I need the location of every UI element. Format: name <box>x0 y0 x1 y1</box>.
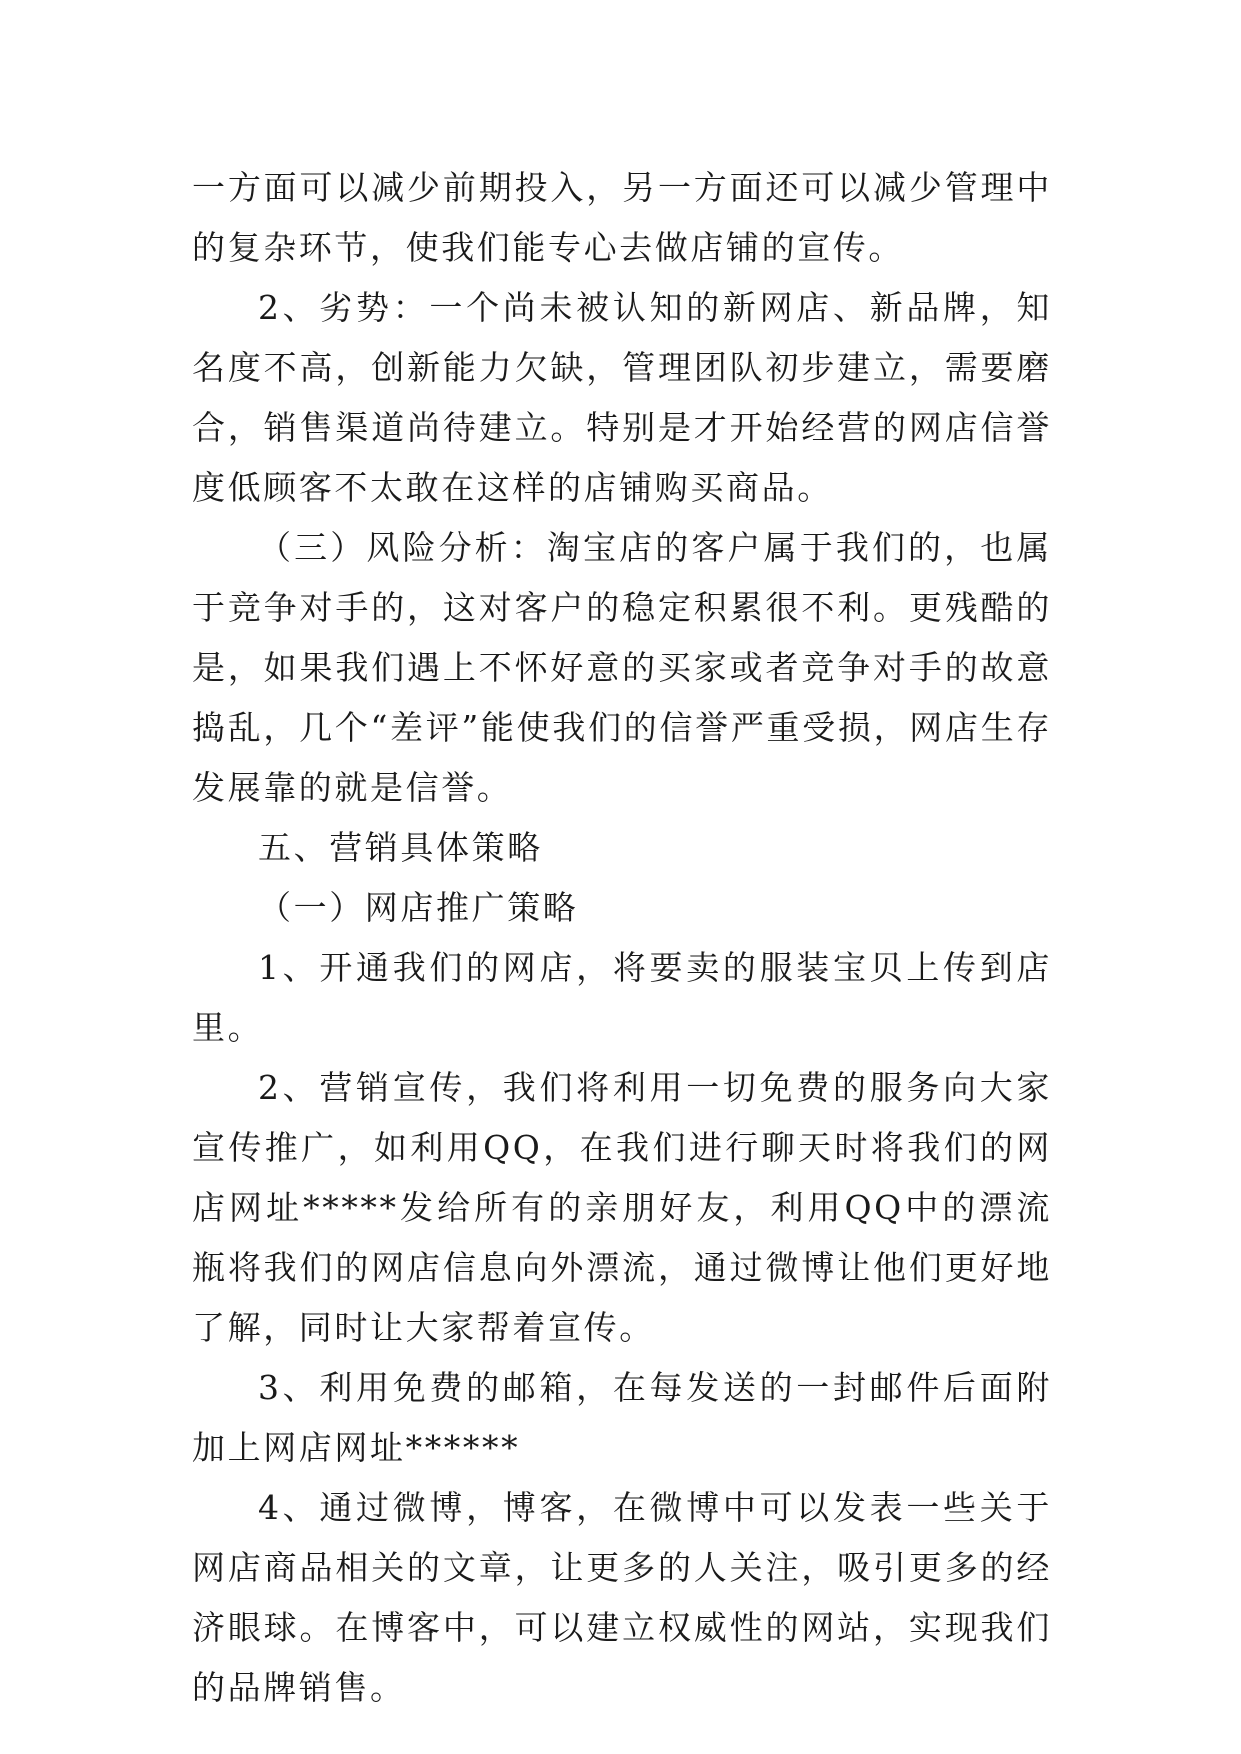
subsection-heading-promotion-strategy: （一）网店推广策略 <box>258 888 579 927</box>
section-heading-marketing-strategy: 五、营销具体策略 <box>258 828 543 867</box>
paragraph-continuation: 一方面可以减少前期投入，另一方面还可以减少管理中的复杂环节，使我们能专心去做店铺的宣传。 <box>192 168 1052 267</box>
paragraph-item-4: 4、通过微博，博客，在微博中可以发表一些关于网店商品相关的文章，让更多的人关注，吸引更多的经济眼球。在博客中，可以建立权威性的网站，实现我们的品牌销售。 <box>192 1488 1052 1707</box>
paragraph-item-2: 2、营销宣传，我们将利用一切免费的服务向大家宣传推广，如利用QQ，在我们进行聊天时将我们的网店网址*****发给所有的亲朋好友，利用QQ中的漂流瓶将我们的网店信息向外漂流，通过微博让他们更好地了解，同时让大家帮着宣传。 <box>192 1068 1052 1347</box>
paragraph-item-3: 3、利用免费的邮箱，在每发送的一封邮件后面附加上网店网址****** <box>192 1368 1052 1467</box>
paragraph-item-1: 1、开通我们的网店，将要卖的服装宝贝上传到店里。 <box>192 948 1052 1047</box>
paragraph-risk-analysis: （三）风险分析：淘宝店的客户属于我们的，也属于竞争对手的，这对客户的稳定积累很不利。更残酷的是，如果我们遇上不怀好意的买家或者竞争对手的故意捣乱，几个“差评”能使我们的信誉严重受损，网店生存发展靠的就是信誉。 <box>192 528 1052 807</box>
document-body <box>192 158 1052 1718</box>
paragraph-weakness: 2、劣势：一个尚未被认知的新网店、新品牌，知名度不高，创新能力欠缺，管理团队初步建立，需要磨合，销售渠道尚待建立。特别是才开始经营的网店信誉度低顾客不太敢在这样的店铺购买商品。 <box>192 288 1052 507</box>
